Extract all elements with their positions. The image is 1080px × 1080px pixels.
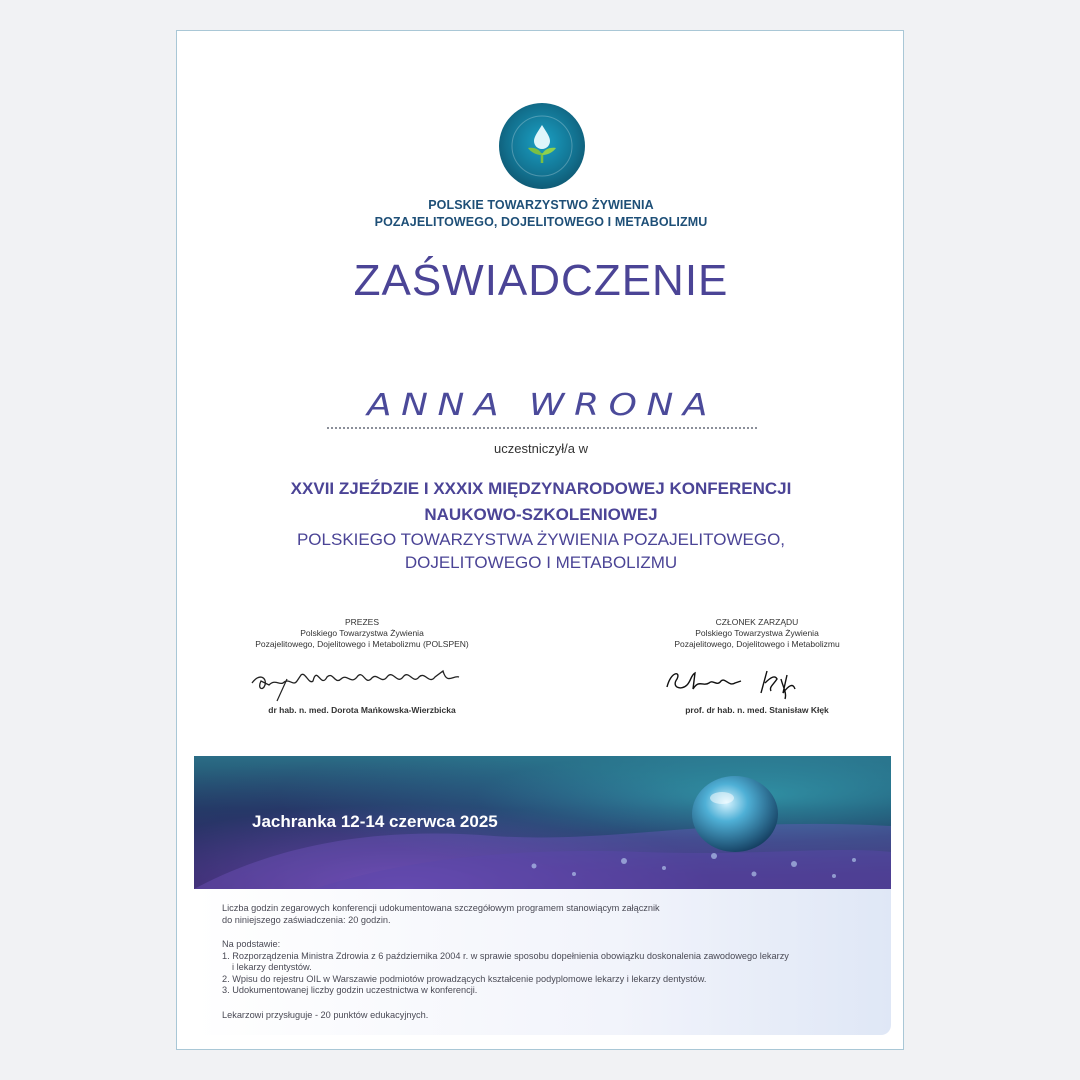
right-signer-org2: Pozajelitowego, Dojelitowego i Metabolizmu: [674, 639, 840, 649]
name-dotted-line: [327, 427, 757, 429]
basis-item-3: 3. Udokumentowanej liczby godzin uczestnictwa w konferencji.: [222, 985, 478, 995]
left-signer-org2: Pozajelitowego, Dojelitowego i Metabolizmu (POLSPEN): [255, 639, 469, 649]
participated-text: uczestniczył/a w: [494, 441, 588, 456]
basis-item-1a: 1. Rozporządzenia Ministra Zdrowia z 6 października 2004 r. w sprawie sposobu dopełnienia obowiązku doskonalenia zawodowego lekarzy: [222, 950, 789, 961]
left-signature-drawing: [247, 655, 477, 703]
certificate-sheet: [176, 30, 904, 1050]
conference-line4: DOJELITOWEGO I METABOLIZMU: [404, 553, 678, 572]
signature-block-right: [637, 617, 877, 715]
hours-line1: Liczba godzin zegarowych konferencji udokumentowana szczegółowym programem stanowiącym załącznik: [222, 903, 660, 913]
right-signature-drawing: [657, 657, 857, 703]
hours-line2: do niniejszego zaświadczenia: 20 godzin.: [222, 914, 391, 925]
event-location-date: Jachranka 12-14 czerwca 2025: [252, 812, 498, 831]
basis-item-2: 2. Wpisu do rejestru OIL w Warszawie podmiotów prowadzących kształcenie podyplomowe lekarzy i lekarzy dentystów.: [222, 973, 707, 984]
organization-name-line1: POLSKIE TOWARZYSTWO ŻYWIENIA: [428, 198, 654, 212]
education-points: Lekarzowi przysługuje - 20 punktów edukacyjnych.: [222, 1010, 429, 1020]
hours-info: [222, 903, 862, 926]
conference-line1: XXVII ZJEŹDZIE I XXXIX MIĘDZYNARODOWEJ KONFERENCJI: [290, 479, 792, 498]
recipient-name: ANNA WRONA: [364, 388, 717, 423]
recipient-name-handwritten: [357, 371, 737, 431]
right-signer-role: CZŁONEK ZARZĄDU: [715, 617, 799, 627]
droplet-sprout-logo-icon: [499, 103, 585, 189]
certificate-footer: [194, 889, 891, 1035]
organization-name-line2: POZAJELITOWEGO, DOJELITOWEGO I METABOLIZMU: [374, 215, 708, 229]
signature-block-left: [237, 617, 487, 715]
left-signer-org1: Polskiego Towarzystwa Żywienia: [300, 628, 424, 638]
left-signer-name: dr hab. n. med. Dorota Mańkowska-Wierzbicka: [268, 705, 456, 715]
basis-item-1b: i lekarzy dentystów.: [232, 962, 312, 972]
conference-banner: [194, 756, 891, 889]
legal-basis: [222, 939, 862, 997]
left-signer-role: PREZES: [344, 617, 379, 627]
conference-line2: NAUKOWO-SZKOLENIOWEJ: [424, 505, 658, 524]
conference-line3: POLSKIEGO TOWARZYSTWA ŻYWIENIA POZAJELITOWEGO,: [296, 530, 786, 549]
right-signer-name: prof. dr hab. n. med. Stanisław Kłęk: [685, 705, 829, 715]
certificate-title: ZAŚWIADCZENIE: [353, 256, 729, 305]
basis-title: Na podstawie:: [222, 939, 281, 949]
right-signer-org1: Polskiego Towarzystwa Żywienia: [695, 628, 819, 638]
